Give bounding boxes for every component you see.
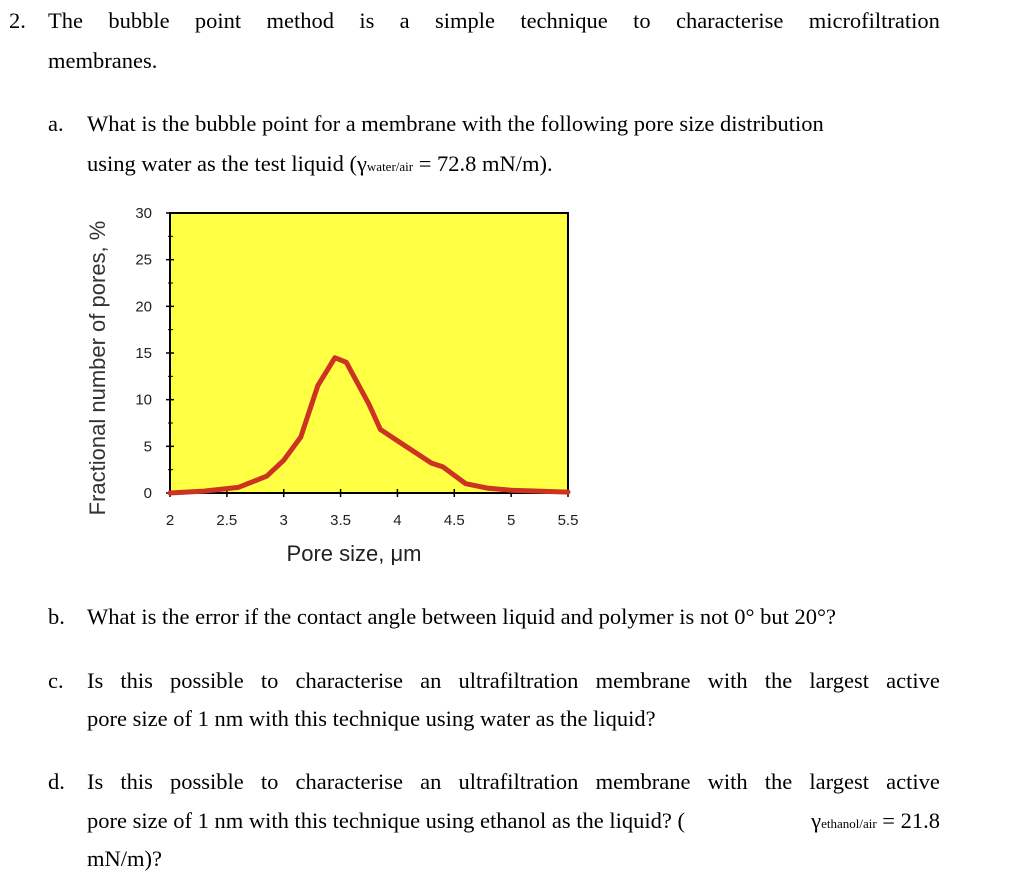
- word: The: [48, 8, 83, 33]
- part-d-line2: pore size of 1 nm with this technique using ethanol as the liquid? ( γethanol/air = 21.8: [87, 808, 940, 833]
- x-tick-label: 2.5: [216, 512, 238, 529]
- word: active: [886, 668, 940, 693]
- word: method: [266, 8, 334, 33]
- part-d-line1: [87, 769, 940, 795]
- x-tick-label: 3: [279, 512, 288, 529]
- data-point: [203, 490, 206, 493]
- chart-x-axis-title: Pore size, μm: [286, 541, 422, 566]
- y-tick-label: 10: [135, 391, 152, 409]
- part-d-line3: mN/m)?: [87, 846, 162, 871]
- x-tick-label: 5.5: [557, 512, 579, 529]
- word: characterise: [675, 8, 784, 33]
- chart-y-axis-title: Fractional number of pores, %: [85, 220, 110, 516]
- x-tick-label: 5: [506, 512, 516, 529]
- x-tick-label: 4.5: [443, 512, 465, 529]
- word: an: [420, 668, 442, 693]
- word: active: [886, 769, 940, 794]
- y-tick-label: 25: [135, 251, 152, 269]
- word: an: [420, 769, 442, 794]
- data-point: [379, 428, 382, 431]
- word: bubble: [108, 8, 170, 33]
- data-point: [464, 482, 467, 485]
- question-text-line2: membranes.: [48, 48, 158, 73]
- word: this: [120, 769, 153, 794]
- word: ultrafiltration: [458, 769, 579, 794]
- x-tick-label: 3.5: [330, 512, 352, 529]
- word: Is: [87, 668, 104, 693]
- part-a-line2: using water as the test liquid (γwater/air = 72.8 mN/m).: [87, 151, 553, 176]
- y-tick-label: 0: [143, 485, 152, 502]
- word: to: [260, 668, 279, 693]
- word: the: [764, 769, 793, 794]
- y-tick-label: 15: [135, 345, 152, 362]
- word: largest: [809, 668, 869, 693]
- data-point: [567, 491, 570, 494]
- word: with: [707, 769, 748, 794]
- word: a: [399, 8, 410, 33]
- data-point: [402, 443, 405, 446]
- data-point: [237, 486, 240, 489]
- data-point: [299, 436, 302, 439]
- word: membrane: [595, 668, 691, 693]
- question-number: 2.: [9, 8, 26, 33]
- word: characterise: [295, 668, 403, 693]
- part-d-label: d.: [48, 769, 65, 794]
- data-point: [169, 492, 172, 495]
- part-b-text: What is the error if the contact angle between liquid and polymer is not 0° but 20°?: [87, 604, 837, 629]
- word: possible: [170, 769, 244, 794]
- data-point: [368, 403, 371, 406]
- data-point: [510, 489, 513, 492]
- y-tick-label: 5: [143, 438, 152, 456]
- part-c-label: c.: [48, 668, 64, 693]
- word: point: [194, 8, 242, 33]
- gamma-symbol: γ: [356, 151, 367, 176]
- data-point: [316, 384, 319, 387]
- data-point: [345, 361, 348, 364]
- plot-area: [170, 213, 568, 493]
- y-tick-label: 30: [135, 205, 152, 222]
- word: membrane: [595, 769, 691, 794]
- word: Is: [87, 769, 104, 794]
- word: simple: [434, 8, 495, 33]
- part-b-label: b.: [48, 604, 65, 629]
- word: technique: [520, 8, 608, 33]
- word: to: [260, 769, 279, 794]
- word: largest: [809, 769, 869, 794]
- word: ultrafiltration: [458, 668, 579, 693]
- part-c-line2: pore size of 1 nm with this technique using water as the liquid?: [87, 706, 656, 731]
- word: microfiltration: [808, 8, 940, 33]
- data-point: [282, 459, 285, 462]
- word: to: [633, 8, 651, 33]
- y-tick-label: 20: [135, 298, 152, 316]
- data-point: [430, 462, 433, 465]
- x-tick-label: 2: [165, 512, 175, 529]
- data-point: [265, 475, 268, 478]
- word: characterise: [295, 769, 403, 794]
- word: is: [359, 8, 375, 33]
- x-tick-label: 4: [393, 512, 402, 529]
- data-point: [487, 487, 490, 490]
- part-a-line1: What is the bubble point for a membrane with the following pore size distribution: [87, 111, 824, 136]
- word: the: [764, 668, 793, 693]
- data-point: [333, 356, 336, 359]
- gamma-subscript: water/air: [366, 159, 414, 174]
- part-a-label: a.: [48, 111, 64, 136]
- word: possible: [170, 668, 244, 693]
- word: with: [707, 668, 748, 693]
- gamma-subscript: ethanol/air: [821, 816, 877, 831]
- gamma-symbol: γ: [811, 808, 822, 833]
- word: this: [120, 668, 153, 693]
- part-c-line1: [87, 668, 940, 694]
- data-point: [441, 465, 444, 468]
